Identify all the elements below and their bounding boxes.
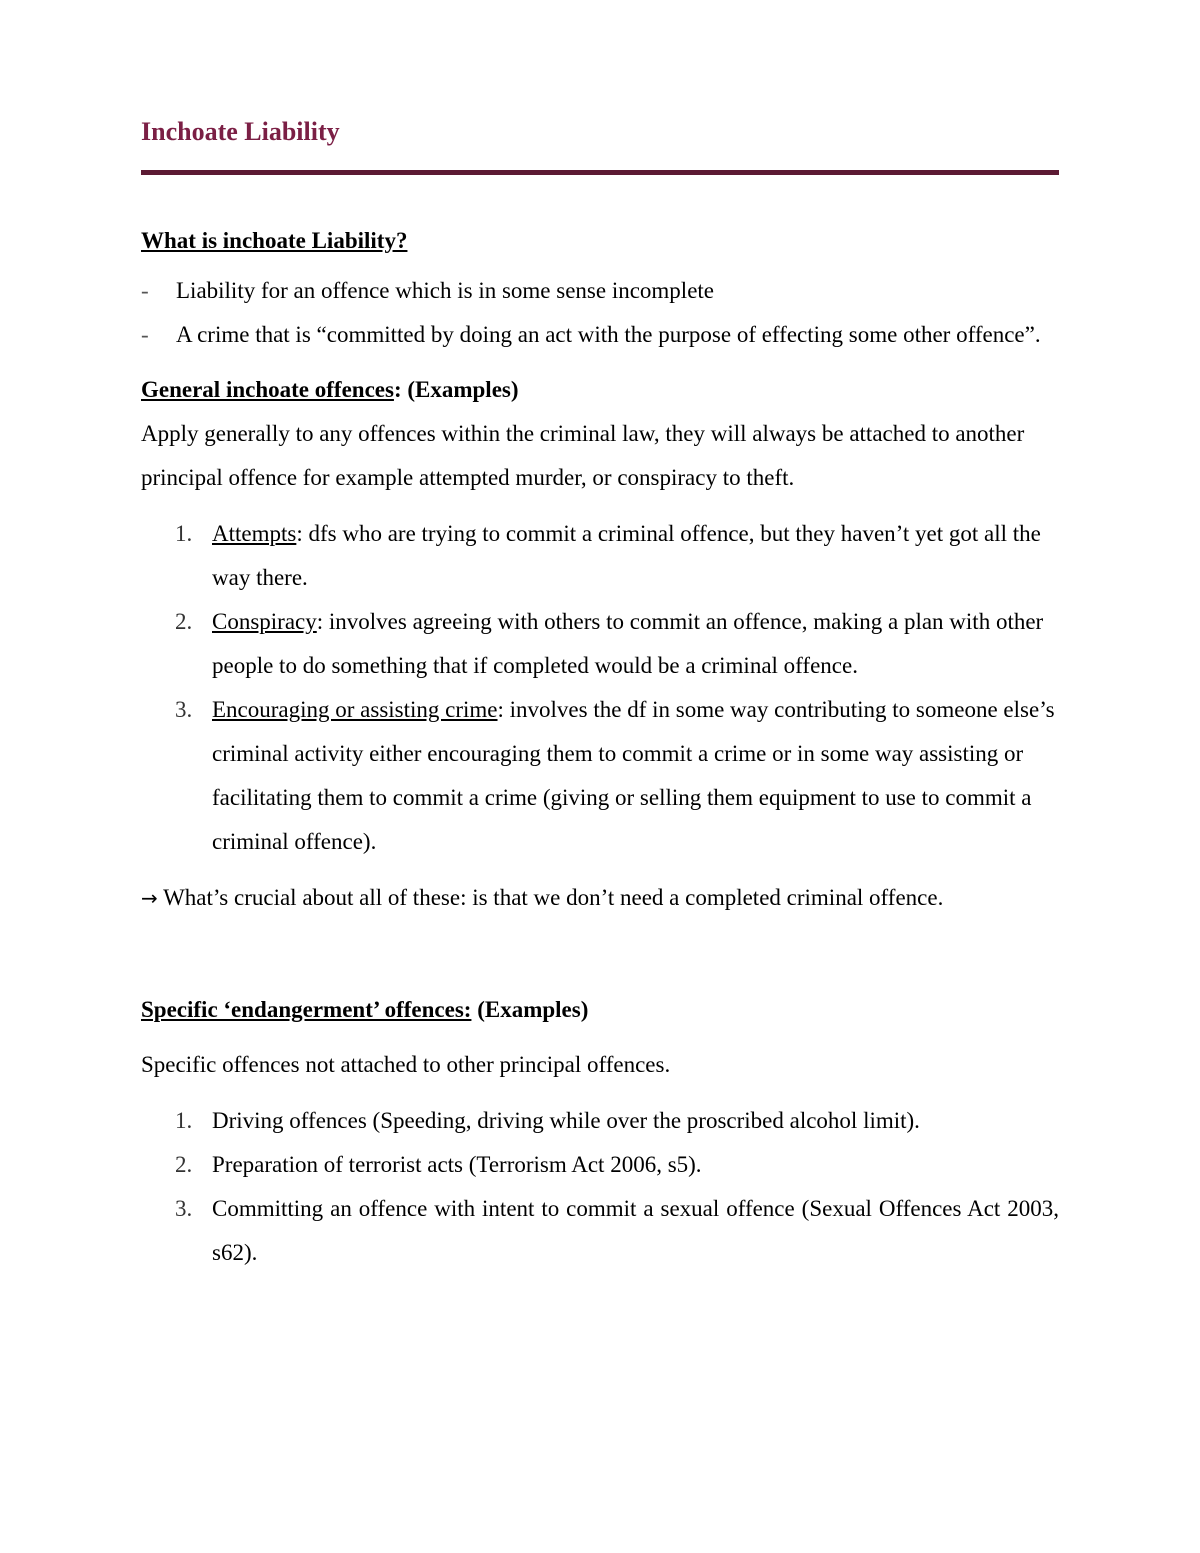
section2-note <box>141 876 1059 920</box>
section1-heading: What is inchoate Liability? <box>141 228 408 253</box>
arrow-right-icon: → <box>141 886 158 910</box>
list-item-text: Preparation of terrorist acts (Terrorism Act 2006, s5). <box>212 1152 702 1177</box>
term: Conspiracy <box>212 609 317 634</box>
term: Attempts <box>212 521 297 546</box>
list-item-text: Committing an offence with intent to commit a sexual offence (Sexual Offences Act 2003, s62). <box>212 1196 1059 1265</box>
section3-list <box>141 1099 1059 1275</box>
list-item-text: Liability for an offence which is in some sense incomplete <box>176 278 715 303</box>
list-item <box>141 1099 1059 1143</box>
list-number: 3. <box>175 697 193 722</box>
list-item-text: Driving offences (Speeding, driving while over the proscribed alcohol limit). <box>212 1108 920 1133</box>
list-item <box>141 512 1059 600</box>
list-item <box>141 1143 1059 1187</box>
list-number: 3. <box>175 1196 193 1221</box>
term: Encouraging or assisting crime <box>212 697 498 722</box>
list-item <box>141 600 1059 688</box>
list-item <box>141 1187 1059 1275</box>
section2-list <box>141 512 1059 864</box>
section2-heading-underlined: General inchoate offences <box>141 377 394 402</box>
section2-heading <box>141 368 1059 412</box>
title-divider <box>141 170 1059 175</box>
list-item <box>141 688 1059 864</box>
section2-intro: Apply generally to any offences within the criminal law, they will always be attached to another principal offence for example attempted murder, or conspiracy to theft. <box>141 421 1025 490</box>
term-description: : involves agreeing with others to commit an offence, making a plan with other people to do something that if completed would be a criminal offence. <box>212 609 1044 678</box>
list-number: 2. <box>175 1152 193 1177</box>
section3-heading-underlined: Specific ‘endangerment’ offences: <box>141 997 472 1022</box>
section3-heading <box>141 988 1059 1032</box>
list-item <box>141 269 1059 313</box>
list-number: 2. <box>175 609 193 634</box>
section2-heading-rest: : (Examples) <box>393 377 519 402</box>
note-text: What’s crucial about all of these: is that we don’t need a completed criminal offence. <box>157 885 944 910</box>
dash-marker: - <box>141 278 149 303</box>
dash-marker: - <box>141 322 149 347</box>
list-number: 1. <box>175 521 193 546</box>
term-description: : dfs who are trying to commit a criminal offence, but they haven’t yet got all the way there. <box>212 521 1041 590</box>
document-page <box>141 112 1059 1275</box>
section1-list <box>141 269 1059 357</box>
section3-heading-rest: (Examples) <box>471 997 589 1022</box>
document-title: Inchoate Liability <box>141 117 340 146</box>
term-description: : involves the df in some way contributing to someone else’s criminal activity either encouraging them to commit a crime or in some way assisting or facilitating them to commit a crime (giving or selling them equipment to use to commit a criminal offence). <box>212 697 1055 854</box>
list-item-text: A crime that is “committed by doing an act with the purpose of effecting some other offence”. <box>176 322 1041 347</box>
list-item <box>141 313 1059 357</box>
list-number: 1. <box>175 1108 193 1133</box>
section3-intro: Specific offences not attached to other principal offences. <box>141 1052 671 1077</box>
